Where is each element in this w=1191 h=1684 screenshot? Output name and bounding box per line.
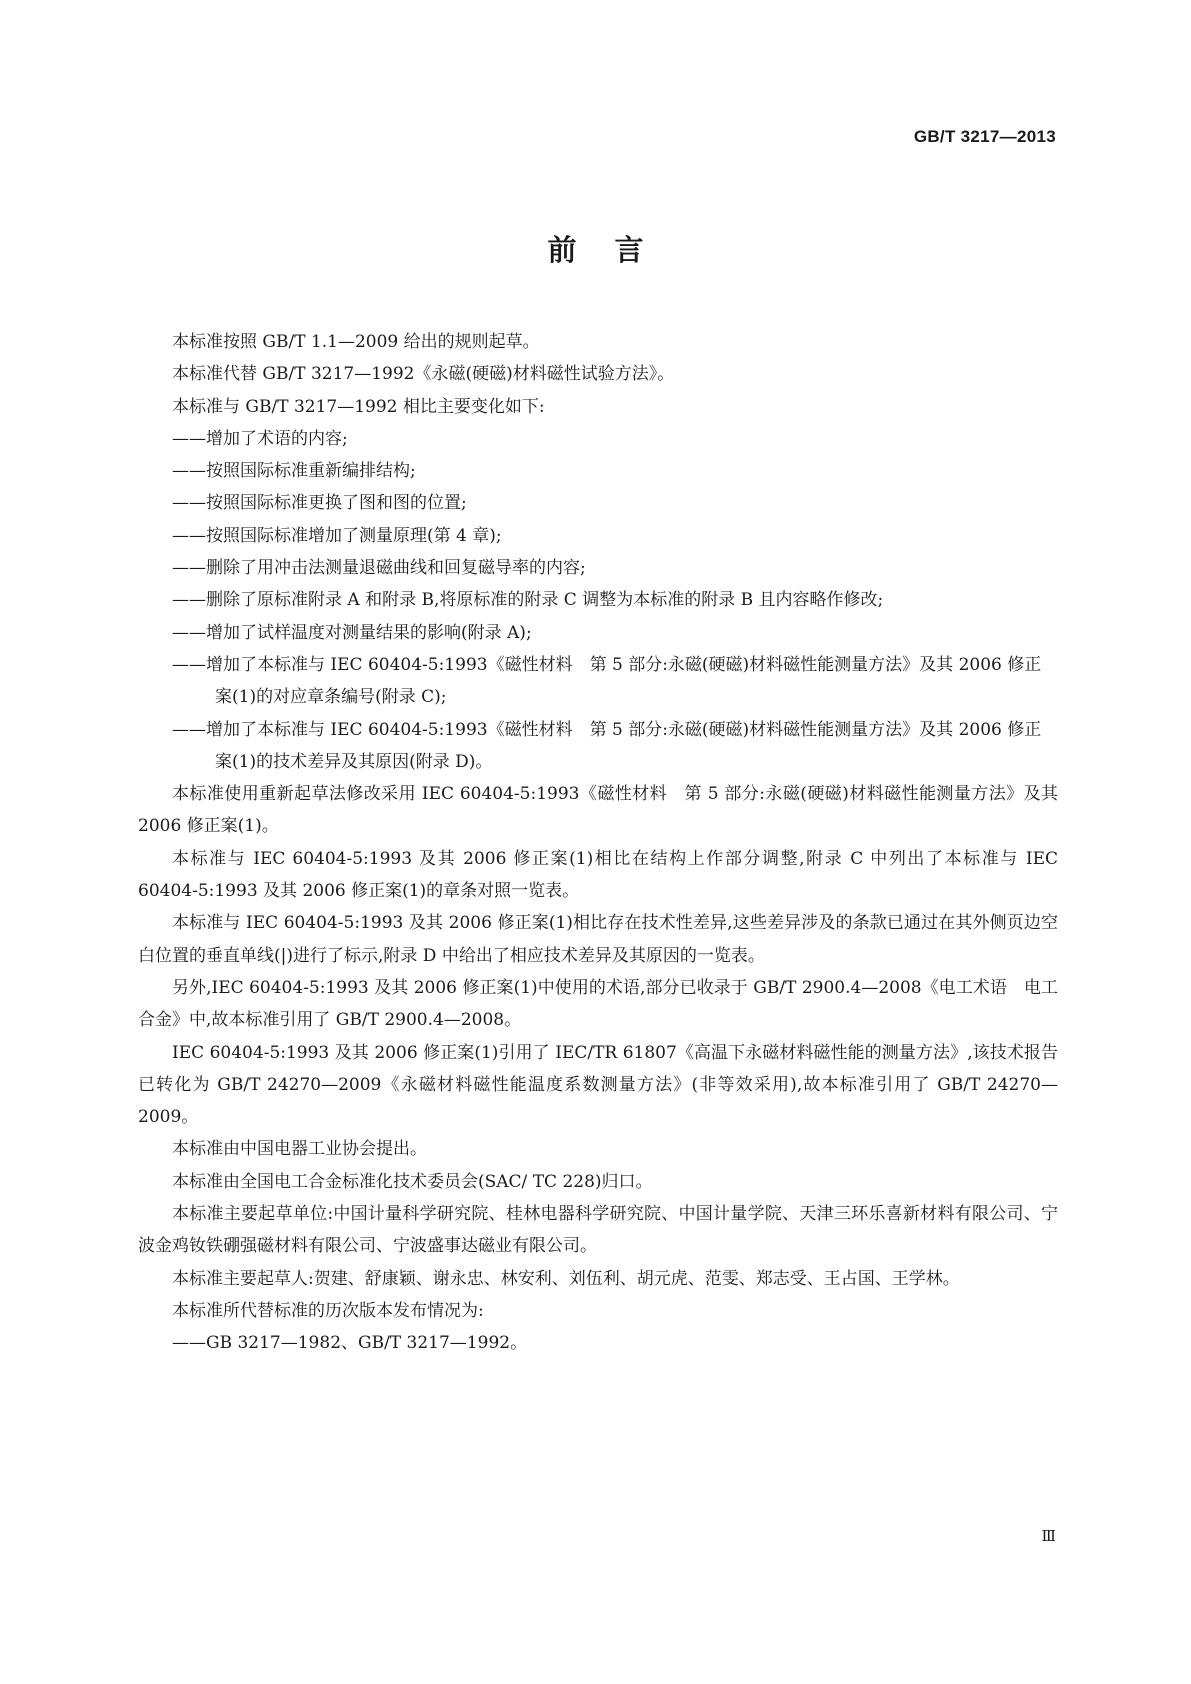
paragraph-terms: 另外,IEC 60404-5:1993 及其 2006 修正案(1)中使用的术语,部分已收录于 GB/T 2900.4—2008《电工术语 电工合金》中,故本标准引用了 GB/T 2900.4—2008。 xyxy=(138,977,1058,1031)
paragraph-structure: 本标准与 IEC 60404-5:1993 及其 2006 修正案(1)相比在结构上作部分调整,附录 C 中列出了本标准与 IEC 60404-5:1993 及其 2006 修正案(1)的章条对照一览表。 xyxy=(138,848,1058,902)
list-item-change: ——删除了用冲击法测量退磁曲线和回复磁导率的内容; xyxy=(172,558,586,579)
document-body xyxy=(138,326,1058,1360)
paragraph-adoption: 本标准使用重新起草法修改采用 IEC 60404-5:1993《磁性材料 第 5 部分:永磁(硬磁)材料磁性能测量方法》及其 2006 修正案(1)。 xyxy=(138,784,1058,837)
list-item-change: ——增加了试样温度对测量结果的影响(附录 A); xyxy=(172,622,532,643)
list-item-change: ——按照国际标准重新编排结构; xyxy=(172,461,416,482)
paragraph-administered-by: 本标准由全国电工合金标准化技术委员会(SAC/ TC 228)归口。 xyxy=(172,1171,653,1192)
paragraph-history-intro: 本标准所代替标准的历次版本发布情况为: xyxy=(172,1300,484,1321)
list-item-history: ——GB 3217—1982、GB/T 3217—1992。 xyxy=(172,1333,528,1354)
paragraph-drafting-units: 本标准主要起草单位:中国计量科学研究院、桂林电器科学研究院、中国计量学院、天津三环乐喜新材料有限公司、宁波金鸡钕铁硼强磁材料有限公司、宁波盛事达磁业有限公司。 xyxy=(138,1204,1058,1257)
paragraph-proposed-by: 本标准由中国电器工业协会提出。 xyxy=(172,1139,427,1160)
page-title: 前言 xyxy=(547,233,682,267)
standard-number: GB/T 3217—2013 xyxy=(913,127,1056,146)
paragraph-technical-differences: 本标准与 IEC 60404-5:1993 及其 2006 修正案(1)相比存在技术性差异,这些差异涉及的条款已通过在其外侧页边空白位置的垂直单线(|)进行了标示,附录 D 中给出了相应技术差异及其原因的一览表。 xyxy=(138,913,1058,966)
list-item-change: ——按照国际标准增加了测量原理(第 4 章); xyxy=(172,525,502,546)
list-item-change: ——增加了本标准与 IEC 60404-5:1993《磁性材料 第 5 部分:永磁(硬磁)材料磁性能测量方法》及其 2006 修正案(1)的技术差异及其原因(附录 D)。 xyxy=(172,719,1042,772)
list-item-change: ——删除了原标准附录 A 和附录 B,将原标准的附录 C 调整为本标准的附录 B 且内容略作修改; xyxy=(172,590,884,611)
paragraph-references: IEC 60404-5:1993 及其 2006 修正案(1)引用了 IEC/TR 61807《高温下永磁材料磁性能的测量方法》,该技术报告已转化为 GB/T 24270—2009《永磁材料磁性能温度系数测量方法》(非等效采用),故本标准引用了 GB/T 24270—2009。 xyxy=(138,1042,1058,1128)
list-item-change: ——增加了本标准与 IEC 60404-5:1993《磁性材料 第 5 部分:永磁(硬磁)材料磁性能测量方法》及其 2006 修正案(1)的对应章条编号(附录 C); xyxy=(172,654,1042,708)
paragraph-changes-intro: 本标准与 GB/T 3217—1992 相比主要变化如下: xyxy=(172,396,545,417)
list-item-change: ——增加了术语的内容; xyxy=(172,428,348,449)
paragraph-replaces: 本标准代替 GB/T 3217—1992《永磁(硬磁)材料磁性试验方法》。 xyxy=(172,364,675,385)
paragraph-drafting-rules: 本标准按照 GB/T 1.1—2009 给出的规则起草。 xyxy=(172,332,540,352)
list-item-change: ——按照国际标准更换了图和图的位置; xyxy=(172,493,467,514)
page-number: Ⅲ xyxy=(1041,1527,1056,1545)
paragraph-drafters: 本标准主要起草人:贺建、舒康颖、谢永忠、林安利、刘伍利、胡元虎、范雯、郑志受、王占国、王学林。 xyxy=(172,1268,960,1289)
